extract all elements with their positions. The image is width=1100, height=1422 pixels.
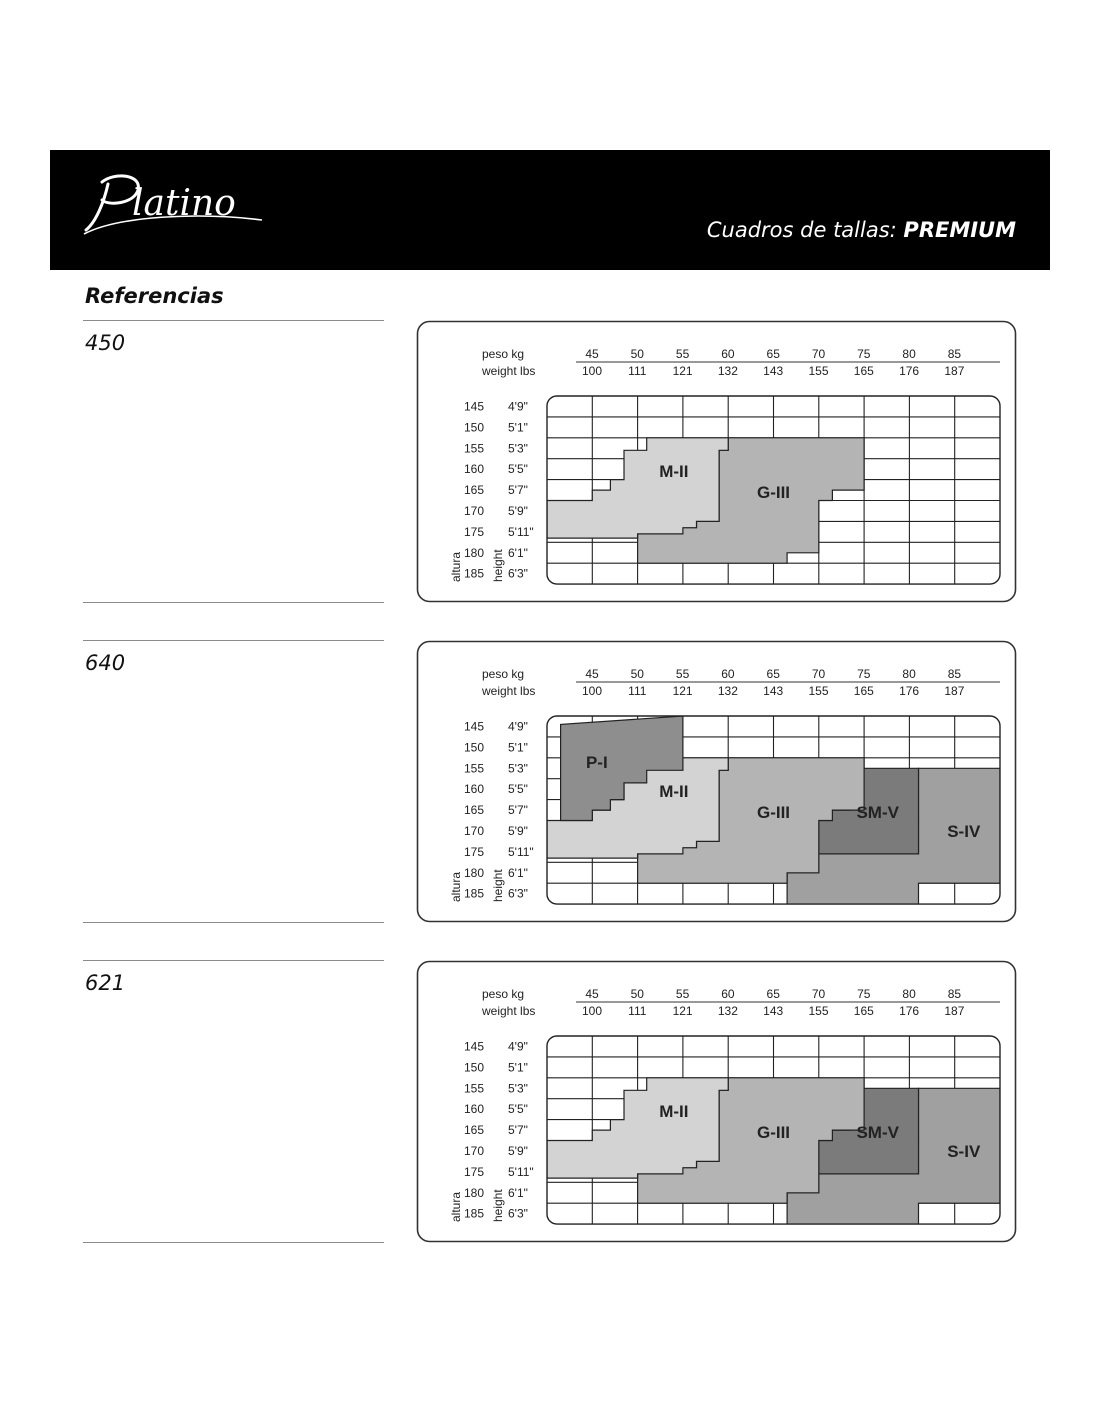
cm-tick: 160 [464,462,485,477]
lbs-tick: 176 [899,684,920,698]
height-ft-label: height [491,1189,505,1222]
kg-tick: 60 [721,667,735,681]
height-cm-label: altura [449,551,463,582]
divider [83,602,384,603]
cm-tick: 145 [464,719,485,734]
ft-tick: 5'7" [508,803,528,818]
kg-tick: 60 [721,347,735,361]
lbs-tick: 187 [944,364,965,378]
size-label-sm-v: SM-V [856,803,899,823]
references-heading: Referencias [85,284,224,308]
ft-tick: 5'9" [508,503,528,518]
kg-tick: 50 [630,667,644,681]
ft-tick: 6'3" [508,566,528,581]
header-banner [50,150,1050,270]
platino-logo [78,168,268,248]
lbs-tick: 111 [628,364,647,378]
kg-tick: 50 [630,347,644,361]
size-chart-svg [416,960,1018,1244]
ft-tick: 6'1" [508,545,528,560]
kg-tick: 50 [630,987,644,1001]
ft-tick: 5'3" [508,441,528,456]
lbs-tick: 155 [808,364,829,378]
kg-tick: 55 [675,667,690,681]
lbs-tick: 132 [717,364,738,378]
header-title-prefix: Cuadros de tallas: [706,218,897,242]
size-label-g-iii: G-III [756,483,791,503]
lbs-tick: 143 [763,684,784,698]
cm-tick: 145 [464,399,485,414]
lbs-tick: 100 [581,1004,603,1018]
lbs-tick: 111 [628,684,647,698]
cm-tick: 185 [464,566,485,581]
lbs-tick: 121 [672,684,693,698]
weight-lbs-label: weight lbs [482,684,536,698]
ft-tick: 5'3" [508,1081,528,1096]
kg-tick: 45 [585,987,599,1001]
divider [83,320,384,321]
ft-tick: 5'9" [508,1143,528,1158]
ft-tick: 5'1" [508,420,528,435]
kg-tick: 75 [857,987,871,1001]
divider [83,960,384,961]
weight-lbs-label: weight lbs [482,1004,536,1018]
divider [83,922,384,923]
lbs-tick: 100 [581,364,603,378]
size-chart-640 [416,640,1018,924]
ft-tick: 5'11" [508,1164,534,1179]
cm-tick: 155 [464,441,485,456]
cm-tick: 155 [464,1081,485,1096]
kg-tick: 80 [902,347,916,361]
height-cm-label: altura [449,871,463,902]
lbs-tick: 165 [853,1004,874,1018]
kg-tick: 85 [947,347,962,361]
height-cm-label: altura [449,1191,463,1222]
ft-tick: 5'5" [508,1102,528,1117]
kg-tick: 60 [721,987,735,1001]
kg-tick: 80 [902,987,916,1001]
cm-tick: 170 [464,1143,485,1158]
lbs-tick: 176 [899,364,920,378]
cm-tick: 170 [464,503,485,518]
ft-tick: 5'7" [508,1123,528,1138]
size-label-s-iv: S-IV [947,821,981,841]
kg-tick: 70 [811,347,826,361]
size-chart-svg [416,640,1018,924]
size-label-m-ii: M-II [659,782,689,802]
cm-tick: 170 [464,823,485,838]
ft-tick: 4'9" [508,399,528,414]
ft-tick: 5'7" [508,483,528,498]
kg-tick: 45 [585,347,599,361]
cm-tick: 160 [464,782,485,797]
size-label-g-iii: G-III [756,1123,791,1143]
weight-kg-label: peso kg [482,987,525,1001]
ft-tick: 6'3" [508,1206,528,1221]
cm-tick: 185 [464,886,485,901]
cm-tick: 165 [464,1123,485,1138]
weight-kg-label: peso kg [482,347,525,361]
reference-code: 450 [85,331,126,355]
kg-tick: 55 [675,987,690,1001]
lbs-tick: 100 [581,684,603,698]
size-label-sm-v: SM-V [856,1123,899,1143]
kg-tick: 75 [857,347,871,361]
kg-tick: 75 [857,667,871,681]
lbs-tick: 143 [763,364,784,378]
ft-tick: 6'1" [508,865,528,880]
size-label-s-iv: S-IV [947,1141,981,1161]
cm-tick: 175 [464,524,485,539]
cm-tick: 150 [464,740,485,755]
size-label-m-ii: M-II [659,1102,689,1122]
ft-tick: 5'11" [508,524,534,539]
cm-tick: 160 [464,1102,485,1117]
cm-tick: 150 [464,420,485,435]
lbs-tick: 132 [717,1004,738,1018]
ft-tick: 5'1" [508,1060,528,1075]
header-title [707,218,1016,242]
lbs-tick: 155 [808,1004,829,1018]
kg-tick: 65 [766,667,780,681]
cm-tick: 165 [464,803,485,818]
ft-tick: 5'1" [508,740,528,755]
lbs-tick: 132 [717,684,738,698]
kg-tick: 70 [811,987,826,1001]
size-chart-svg [416,320,1018,604]
lbs-tick: 165 [853,684,874,698]
cm-tick: 155 [464,761,485,776]
cm-tick: 180 [464,865,485,880]
reference-code: 640 [85,651,126,675]
lbs-tick: 121 [672,1004,693,1018]
kg-tick: 45 [585,667,599,681]
ft-tick: 5'3" [508,761,528,776]
ft-tick: 5'5" [508,782,528,797]
lbs-tick: 111 [628,1004,647,1018]
kg-tick: 80 [902,667,916,681]
lbs-tick: 187 [944,1004,965,1018]
size-label-p-i: P-I [585,752,608,772]
cm-tick: 165 [464,483,485,498]
ft-tick: 4'9" [508,1039,528,1054]
lbs-tick: 121 [672,364,693,378]
cm-tick: 175 [464,844,485,859]
height-ft-label: height [491,549,505,582]
divider [83,1242,384,1243]
ft-tick: 5'5" [508,462,528,477]
ft-tick: 6'1" [508,1185,528,1200]
lbs-tick: 143 [763,1004,784,1018]
size-label-m-ii: M-II [659,462,689,482]
size-chart-621 [416,960,1018,1244]
weight-lbs-label: weight lbs [482,364,536,378]
kg-tick: 85 [947,987,962,1001]
cm-tick: 175 [464,1164,485,1179]
ft-tick: 5'9" [508,823,528,838]
size-label-g-iii: G-III [756,803,791,823]
cm-tick: 180 [464,1185,485,1200]
lbs-tick: 187 [944,684,965,698]
divider [83,640,384,641]
kg-tick: 70 [811,667,826,681]
kg-tick: 85 [947,667,962,681]
ft-tick: 6'3" [508,886,528,901]
cm-tick: 150 [464,1060,485,1075]
cm-tick: 145 [464,1039,485,1054]
kg-tick: 65 [766,987,780,1001]
weight-kg-label: peso kg [482,667,525,681]
header-title-emphasis: PREMIUM [903,218,1016,242]
size-chart-450 [416,320,1018,604]
ft-tick: 5'11" [508,844,534,859]
lbs-tick: 165 [853,364,874,378]
svg-text:latino: latino [132,183,236,224]
kg-tick: 65 [766,347,780,361]
cm-tick: 180 [464,545,485,560]
height-ft-label: height [491,869,505,902]
kg-tick: 55 [675,347,690,361]
ft-tick: 4'9" [508,719,528,734]
lbs-tick: 155 [808,684,829,698]
lbs-tick: 176 [899,1004,920,1018]
reference-code: 621 [85,971,126,995]
cm-tick: 185 [464,1206,485,1221]
